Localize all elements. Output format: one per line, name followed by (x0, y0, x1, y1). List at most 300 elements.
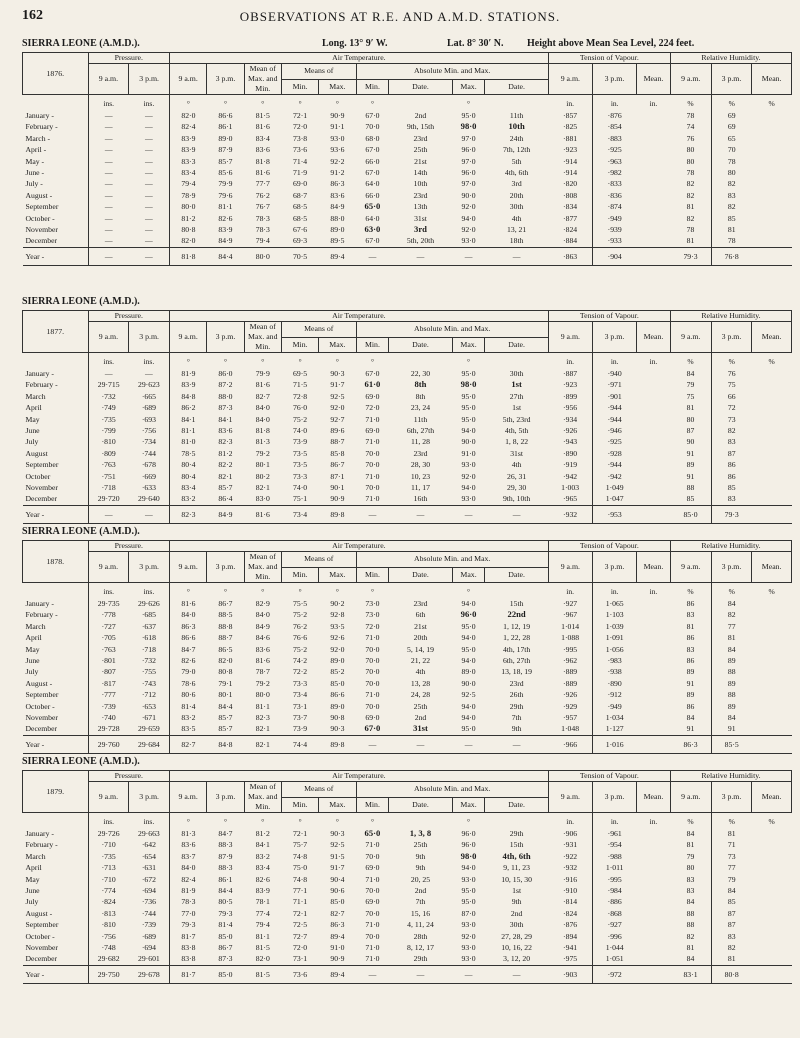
data-cell: 69·5 (293, 369, 308, 378)
data-cell: 3rd (511, 179, 522, 189)
data-cell: 85·0 (670, 505, 711, 523)
data-cell: 82 (686, 190, 695, 200)
month-cell: September (25, 920, 59, 930)
data-cell: 81 (686, 202, 695, 212)
year-label: 1879. (23, 771, 89, 813)
unit-cell: % (768, 98, 775, 108)
data-cell: 68·7 (293, 190, 308, 200)
data-cell: 70·0 (365, 667, 380, 677)
data-cell: 29th (509, 701, 524, 711)
data-cell: 90·3 (330, 369, 345, 378)
data-cell: 83·3 (169, 156, 206, 167)
data-cell: 82 (686, 213, 695, 223)
data-cell: 87 (711, 448, 752, 459)
data-cell: ·778 (88, 609, 129, 620)
data-cell: ·916 (563, 874, 578, 884)
data-cell: 81 (686, 621, 695, 631)
data-cell (636, 493, 670, 505)
data-cell: 77 (711, 862, 752, 873)
data-cell: — (88, 235, 129, 247)
col-3pm: 3 p.m. (592, 64, 636, 95)
data-cell: 4th, 6th (502, 850, 531, 861)
data-cell: 80·8 (169, 224, 206, 235)
data-cell (636, 689, 670, 700)
data-cell: 88·3 (218, 863, 233, 873)
unit-cell (389, 353, 452, 369)
data-cell: 95·0 (461, 886, 476, 896)
data-cell: 81·6 (255, 122, 270, 132)
data-cell: ·967 (563, 610, 578, 620)
data-cell: 79 (686, 851, 695, 861)
unit-cell (485, 95, 548, 111)
data-cell: 94·0 (461, 656, 476, 666)
month-cell: July - (25, 179, 43, 189)
data-cell: 96·0 (461, 840, 476, 850)
data-cell: ·857 (563, 111, 578, 120)
data-cell: 87·3 (218, 954, 233, 964)
data-cell: 70·0 (365, 656, 380, 666)
data-cell: 84·7 (218, 829, 233, 838)
data-cell: 79·9 (218, 179, 233, 189)
data-cell (636, 121, 670, 132)
data-cell: — (452, 505, 485, 523)
month-cell: August - (25, 190, 53, 200)
month-cell: Year - (23, 965, 89, 983)
data-cell: 82·1 (244, 735, 281, 753)
data-cell: 84·1 (255, 840, 270, 850)
data-cell: 28, 30 (410, 460, 431, 470)
data-cell: 9th (415, 851, 426, 861)
month-cell: January - (25, 829, 54, 838)
data-cell: — (88, 201, 129, 212)
data-cell: ·813 (88, 908, 129, 919)
data-cell: 89·8 (319, 505, 356, 523)
data-cell (636, 224, 670, 235)
table-row (23, 723, 792, 735)
data-cell: 86·1 (218, 874, 233, 884)
data-cell: 23rd (509, 678, 524, 688)
data-cell: 1·014 (561, 621, 580, 631)
data-cell: 29·750 (88, 965, 129, 983)
data-cell: 29·623 (137, 380, 160, 390)
data-cell: 82·6 (255, 874, 270, 884)
data-cell: ·912 (592, 689, 636, 700)
data-cell: 1·056 (592, 644, 636, 655)
data-cell: 89·4 (319, 247, 356, 265)
data-cell: 74·2 (293, 656, 308, 666)
table-row (23, 368, 792, 379)
data-cell: 91·0 (461, 448, 476, 458)
data-cell: ·694 (141, 886, 156, 896)
month-cell: February - (25, 380, 58, 390)
data-cell: ·927 (592, 919, 636, 930)
data-cell (636, 851, 670, 862)
data-cell: 25th (413, 145, 428, 155)
data-cell: 31st (414, 213, 427, 223)
data-cell: ·637 (141, 621, 156, 631)
data-cell: ·743 (141, 678, 156, 688)
col-3pm: 3 p.m. (129, 322, 170, 353)
data-cell: 72·0 (365, 403, 380, 413)
data-cell: ·923 (563, 145, 578, 155)
data-cell: 78 (686, 168, 695, 178)
data-cell: 70·0 (365, 644, 380, 654)
data-cell: 10, 23 (410, 471, 431, 481)
data-cell: ·944 (592, 414, 636, 425)
data-cell: 88 (686, 920, 695, 930)
data-cell: 29·626 (137, 599, 160, 608)
data-cell: 89·0 (330, 225, 345, 235)
unit-cell: in. (649, 816, 658, 826)
data-cell: 98·0 (460, 379, 477, 390)
data-cell: 4th (415, 667, 426, 677)
col-date: Date. (389, 797, 452, 813)
data-cell: 80·1 (218, 690, 233, 700)
data-cell: ·642 (141, 840, 156, 850)
unit-cell: ° (261, 356, 265, 366)
data-cell: 23rd (413, 133, 428, 143)
data-cell: 82 (711, 425, 752, 436)
data-cell: 83·6 (169, 839, 206, 850)
data-cell: 84 (686, 897, 695, 907)
col-date: Date. (389, 79, 452, 95)
col-9am: 9 a.m. (670, 322, 711, 353)
data-cell: 92·0 (461, 202, 476, 212)
data-cell: 4th, 6th (504, 168, 529, 178)
col-mean-max-min: Mean of Max. and Min. (244, 782, 281, 813)
data-cell: 72·0 (293, 122, 308, 132)
month-cell: November (25, 225, 58, 235)
data-cell: 83 (686, 610, 695, 620)
data-cell: 1, 22, 28 (503, 633, 531, 643)
data-cell: ·922 (563, 851, 578, 861)
data-cell: ·954 (592, 839, 636, 850)
data-cell: 89·8 (319, 735, 356, 753)
data-cell: 93·0 (461, 236, 476, 246)
col-9am: 9 a.m. (670, 552, 711, 583)
data-cell: 89·4 (330, 931, 345, 941)
data-cell (636, 391, 670, 402)
data-cell: — (88, 247, 129, 265)
data-cell: 88·3 (218, 840, 233, 850)
unit-cell: in. (592, 353, 636, 369)
data-cell: 80 (686, 863, 695, 873)
data-cell: 91·7 (330, 380, 345, 390)
col-abs-max: Max. (452, 567, 485, 583)
data-cell: 74·4 (281, 735, 318, 753)
data-cell: 64·0 (365, 179, 380, 189)
data-cell: 75·1 (293, 494, 308, 504)
page-title: OBSERVATIONS AT R.E. AND A.M.D. STATIONS. (239, 9, 561, 24)
data-cell: 83·6 (330, 190, 345, 200)
month-cell: October - (25, 213, 55, 223)
data-cell: ·693 (141, 414, 156, 424)
data-cell: 82·6 (169, 655, 206, 666)
data-cell: 90·8 (330, 713, 345, 723)
data-cell: 82·1 (218, 471, 233, 481)
data-cell (636, 839, 670, 850)
data-cell: 84·1 (169, 414, 206, 425)
unit-cell: in. (592, 95, 636, 111)
data-cell: ·727 (88, 621, 129, 632)
data-cell (636, 621, 670, 632)
month-cell: January - (25, 599, 54, 608)
data-cell: ·834 (563, 202, 578, 212)
data-cell: 76 (711, 368, 752, 379)
month-cell: August (25, 448, 48, 458)
month-cell: June (25, 886, 40, 896)
data-cell (752, 224, 792, 235)
col-relative-humidity: Relative Humidity. (670, 771, 791, 782)
data-cell: 83·5 (169, 723, 206, 735)
col-3pm: 3 p.m. (711, 782, 752, 813)
data-cell: 94·0 (461, 701, 476, 711)
unit-cell: in. (566, 586, 574, 596)
data-cell: 93·0 (461, 920, 476, 930)
month-cell: Year - (23, 505, 89, 523)
unit-cell: in. (592, 583, 636, 599)
col-abs-max: Max. (452, 337, 485, 353)
data-cell: 1st (512, 403, 522, 413)
data-cell: 80·5 (218, 897, 233, 907)
observations-table (22, 540, 792, 754)
data-cell: 82·2 (218, 460, 233, 470)
unit-cell: ° (335, 586, 339, 596)
data-cell: 1·065 (592, 598, 636, 609)
data-cell: 98·0 (460, 850, 477, 861)
data-cell: 78·3 (255, 213, 270, 223)
data-cell (752, 644, 792, 655)
data-cell: ·943 (563, 437, 578, 447)
month-cell: June (25, 426, 40, 436)
unit-cell: % (768, 586, 775, 596)
data-cell (752, 701, 792, 712)
unit-cell: ° (370, 356, 374, 366)
data-cell: ·824 (88, 896, 129, 907)
units-row (23, 95, 792, 111)
col-date: Date. (485, 797, 548, 813)
month-cell: April - (25, 145, 47, 155)
data-cell: — (389, 505, 452, 523)
data-cell (752, 609, 792, 620)
unit-cell: ° (298, 98, 302, 108)
data-cell: 81·5 (244, 965, 281, 983)
unit-cell: ins. (143, 98, 155, 108)
data-cell: ·931 (563, 840, 578, 850)
data-cell: 86·6 (218, 111, 233, 120)
table-row (23, 644, 792, 655)
data-cell (752, 723, 792, 735)
data-cell: 29·640 (137, 494, 160, 504)
data-cell: ·712 (141, 690, 156, 700)
data-cell: — (389, 247, 452, 265)
data-cell: 65·0 (364, 828, 381, 838)
unit-cell: % (687, 586, 694, 596)
col-date: Date. (389, 337, 452, 353)
data-cell (752, 908, 792, 919)
table-row (23, 701, 792, 712)
data-cell: 81 (686, 236, 695, 246)
unit-cell: ° (298, 816, 302, 826)
data-cell: — (88, 190, 129, 201)
table-row (23, 235, 792, 247)
month-cell: March (25, 391, 46, 401)
unit-cell: ins. (143, 356, 155, 366)
data-cell: 82·9 (255, 599, 270, 608)
unit-cell (389, 95, 452, 111)
data-cell (752, 471, 792, 482)
data-cell: 71·1 (293, 897, 308, 907)
data-cell: 90·9 (330, 494, 345, 504)
data-cell: 73·1 (293, 954, 308, 964)
unit-cell: % (768, 816, 775, 826)
month-cell: September (25, 202, 59, 212)
data-cell: — (145, 202, 153, 212)
data-cell (752, 436, 792, 447)
data-cell: 2nd (414, 111, 427, 120)
data-cell: 90·9 (330, 111, 345, 120)
data-cell: 75 (711, 379, 752, 390)
data-cell: 80·4 (169, 471, 206, 482)
unit-cell: in. (649, 356, 658, 366)
data-cell: 10, 15, 30 (501, 874, 532, 884)
data-cell: 83·4 (255, 863, 270, 873)
month-cell: April (25, 863, 42, 873)
data-cell: 74·0 (293, 426, 308, 436)
data-cell: 15, 16 (410, 908, 431, 918)
data-cell: 86·5 (218, 644, 233, 654)
data-cell: 85·0 (218, 931, 233, 941)
data-cell: ·889 (563, 667, 578, 677)
table-row (23, 110, 792, 121)
data-cell: — (145, 168, 153, 178)
col-9am: 9 a.m. (169, 552, 206, 583)
col-3pm: 3 p.m. (207, 64, 244, 95)
data-cell: 85 (686, 494, 695, 504)
data-cell: 81·4 (169, 701, 206, 712)
unit-cell: ° (335, 816, 339, 826)
data-cell: 20, 25 (410, 874, 431, 884)
data-cell (752, 133, 792, 144)
data-cell: 72·0 (293, 943, 308, 953)
data-cell (636, 701, 670, 712)
col-absolute: Absolute Min. and Max. (356, 322, 548, 338)
data-cell: 77·1 (293, 886, 308, 896)
data-cell: 1st (512, 886, 522, 896)
data-cell: 29·684 (129, 735, 170, 753)
data-cell: ·876 (592, 110, 636, 121)
data-cell: — (88, 121, 129, 132)
col-mean-max-min: Mean of Max. and Min. (244, 552, 281, 583)
unit-cell: % (687, 98, 694, 108)
month-cell: August - (25, 678, 53, 688)
data-cell: 83 (686, 644, 695, 654)
data-cell: 20th (509, 190, 524, 200)
data-cell: 87·2 (218, 380, 233, 390)
month-cell: Year - (23, 735, 89, 753)
data-cell (752, 247, 792, 265)
data-cell: 82 (686, 179, 695, 189)
data-cell: 67·0 (365, 145, 380, 155)
data-cell: — (145, 145, 153, 155)
data-cell: 76·7 (255, 202, 270, 212)
col-9am: 9 a.m. (548, 64, 592, 95)
data-cell (636, 379, 670, 390)
data-cell: 83·9 (169, 133, 206, 144)
data-cell: 29·659 (137, 724, 160, 734)
data-cell: 1·047 (592, 493, 636, 505)
col-relative-humidity: Relative Humidity. (670, 311, 791, 322)
data-cell: 85·7 (218, 724, 233, 734)
data-cell: 73·0 (365, 599, 380, 608)
col-mean: Mean. (752, 782, 792, 813)
data-cell (752, 144, 792, 155)
data-cell (636, 896, 670, 907)
data-cell: 80·0 (255, 690, 270, 700)
data-cell: 83·7 (169, 851, 206, 862)
data-cell: 86·0 (218, 369, 233, 378)
station-height: Height above Mean Sea Level, 224 feet. (527, 38, 695, 49)
data-cell: 86 (686, 599, 695, 608)
data-cell: 29·735 (88, 598, 129, 609)
unit-cell (23, 813, 89, 829)
data-cell: 74·8 (293, 874, 308, 884)
unit-cell: ° (370, 816, 374, 826)
month-cell: September (25, 460, 59, 470)
data-cell: 29th (509, 829, 524, 838)
data-cell: 80 (686, 414, 695, 424)
data-cell: 70·0 (365, 460, 380, 470)
table-row (23, 655, 792, 666)
month-cell: December (25, 954, 58, 964)
data-cell: 71·0 (365, 471, 380, 481)
data-cell (752, 965, 792, 983)
data-cell (636, 632, 670, 643)
data-cell (636, 414, 670, 425)
data-cell: 80·0 (169, 201, 206, 212)
data-cell: ·751 (88, 471, 129, 482)
data-cell: 68·5 (293, 213, 308, 223)
data-cell (752, 666, 792, 677)
data-cell: 85 (711, 213, 752, 224)
col-9am: 9 a.m. (548, 552, 592, 583)
data-cell: 82·0 (169, 235, 206, 247)
data-cell: 73·8 (293, 133, 308, 143)
month-cell: August - (25, 908, 53, 918)
data-cell: 83·9 (255, 886, 270, 896)
data-cell (636, 723, 670, 735)
data-cell: ·678 (141, 460, 156, 470)
data-cell: ·672 (141, 874, 156, 884)
data-cell: ·631 (141, 863, 156, 873)
data-cell: 79·9 (255, 369, 270, 378)
table-row (23, 609, 792, 620)
data-cell (752, 598, 792, 609)
station-title: SIERRA LEONE (A.M.D.). (22, 38, 140, 49)
data-cell: 92·0 (330, 644, 345, 654)
table-row (23, 201, 792, 212)
data-cell (752, 621, 792, 632)
data-cell: 72·0 (365, 621, 380, 631)
data-cell (636, 874, 670, 885)
data-cell (636, 908, 670, 919)
data-cell (752, 839, 792, 850)
year-summary-row (23, 735, 792, 753)
unit-cell: ° (335, 356, 339, 366)
data-cell: 96·0 (461, 829, 476, 838)
data-cell: 4th, 17th (502, 644, 531, 654)
data-cell: 95·0 (461, 111, 476, 120)
